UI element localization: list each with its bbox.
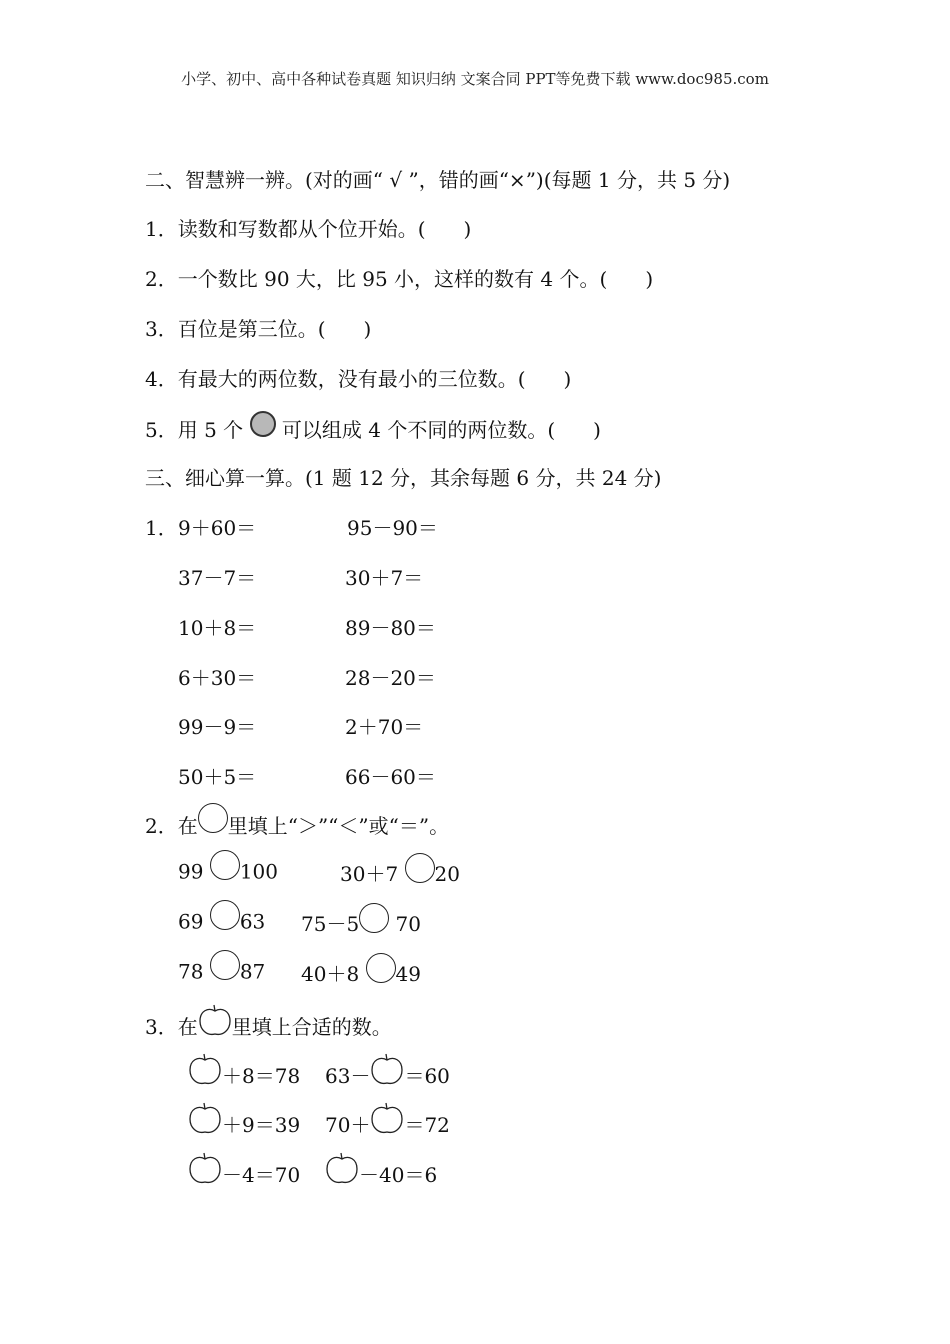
s2-item-4	[145, 363, 571, 392]
calc-item[interactable]: 50＋5＝	[178, 765, 257, 789]
fill-after: ＋8＝78	[222, 1064, 301, 1088]
s2-item-2	[145, 263, 653, 292]
apple-blank[interactable]	[188, 1154, 222, 1184]
section2-title: 二、智慧辨一辨。(对的画“ √ ”，错的画“×”)(每题 1 分，共 5 分)	[145, 168, 731, 192]
item-number: 3．	[145, 317, 178, 341]
calc-item[interactable]: 89－80＝	[345, 616, 436, 640]
compare-circle-blank[interactable]	[359, 903, 389, 933]
q3-number: 3．	[145, 1015, 178, 1039]
q1-number: 1．	[145, 516, 178, 540]
item-number: 4．	[145, 367, 178, 391]
compare-circle-blank[interactable]	[405, 853, 435, 883]
calc-item[interactable]: 95－90＝	[347, 516, 438, 540]
fill-after: ＝72	[404, 1113, 450, 1137]
calc-item[interactable]: 30＋7＝	[345, 566, 424, 590]
fill-after: －4＝70	[222, 1163, 301, 1187]
page-header: 小学、初中、高中各种试卷真题 知识归纳 文案合同 PPT等免费下载 www.doc985.com	[181, 70, 769, 88]
compare-circle-blank[interactable]	[366, 953, 396, 983]
q3-instruction	[145, 1011, 392, 1044]
fill-before: 70＋	[325, 1113, 371, 1137]
item-text: 有最大的两位数，没有最小的三位数。(	[177, 367, 526, 391]
fill-item	[188, 1159, 300, 1192]
fill-item	[325, 1060, 450, 1093]
apple-blank[interactable]	[370, 1055, 404, 1085]
paren-close: )	[645, 267, 654, 291]
paren-close: )	[563, 367, 572, 391]
compare-left: 30＋7	[340, 862, 399, 886]
fill-item	[188, 1109, 300, 1142]
q2-post: 里填上“＞”“＜”或“＝”。	[227, 814, 450, 838]
apple-blank[interactable]	[188, 1055, 222, 1085]
compare-left: 78	[178, 959, 204, 984]
apple-blank[interactable]	[188, 1104, 222, 1134]
item-text: 一个数比 90 大，比 95 小，这样的数有 4 个。(	[177, 267, 608, 291]
fill-item	[188, 1060, 300, 1093]
fill-before: 63－	[325, 1064, 371, 1088]
q3-post: 里填上合适的数。	[231, 1015, 392, 1039]
compare-left: 40＋8	[301, 962, 360, 986]
compare-circle-blank[interactable]	[210, 850, 240, 880]
compare-circle-blank[interactable]	[210, 900, 240, 930]
calc-item[interactable]: 37－7＝	[178, 566, 257, 590]
s2-item-1	[145, 213, 471, 242]
item-number: 1．	[145, 217, 178, 241]
compare-right: 20	[434, 862, 460, 886]
calc-item[interactable]: 10＋8＝	[178, 616, 257, 640]
paren-close: )	[363, 317, 372, 341]
fill-after: －40＝6	[359, 1163, 438, 1187]
apple-blank[interactable]	[370, 1104, 404, 1134]
calc-item[interactable]: 66－60＝	[345, 765, 436, 789]
item-number: 2．	[145, 267, 178, 291]
q2-instruction	[145, 810, 449, 843]
compare-right: 63	[239, 909, 266, 934]
fill-item	[325, 1159, 437, 1192]
calc-item[interactable]: 9＋60＝	[178, 516, 257, 540]
fill-item	[325, 1109, 450, 1142]
item-text-post: 可以组成 4 个不同的两位数。(	[281, 418, 556, 442]
q2-pre: 在	[177, 814, 198, 838]
compare-right: 70	[395, 912, 421, 936]
calc-item[interactable]: 2＋70＝	[345, 715, 424, 739]
apple-icon	[198, 1006, 232, 1036]
calc-item[interactable]: 6＋30＝	[178, 666, 257, 690]
compare-left: 69	[178, 909, 204, 934]
compare-item	[178, 908, 265, 938]
compare-item	[301, 958, 421, 991]
apple-blank[interactable]	[325, 1154, 359, 1184]
compare-right: 100	[239, 859, 278, 884]
q2-number: 2．	[145, 814, 178, 838]
s2-item-5	[145, 414, 601, 445]
item-text-pre: 用 5 个	[177, 418, 244, 442]
compare-circle-blank[interactable]	[210, 950, 240, 980]
compare-item	[340, 858, 460, 891]
fill-after: ＝60	[404, 1064, 450, 1088]
compare-left: 99	[178, 859, 204, 884]
paren-close: )	[463, 217, 472, 241]
q3-pre: 在	[177, 1015, 198, 1039]
calc-item[interactable]: 28－20＝	[345, 666, 436, 690]
compare-item	[301, 908, 421, 941]
item-number: 5．	[145, 418, 178, 442]
compare-right: 49	[395, 962, 421, 986]
fill-after: ＋9＝39	[222, 1113, 301, 1137]
s2-item-3	[145, 313, 371, 342]
gray-ball-icon	[250, 411, 276, 437]
compare-left: 75－5	[301, 912, 360, 936]
compare-item	[178, 858, 278, 888]
paren-close: )	[593, 418, 601, 442]
calc-item[interactable]: 99－9＝	[178, 715, 257, 739]
item-text: 百位是第三位。(	[177, 317, 326, 341]
compare-right: 87	[239, 959, 266, 984]
section3-title: 三、细心算一算。(1 题 12 分，其余每题 6 分，共 24 分)	[145, 466, 662, 490]
compare-item	[178, 958, 265, 988]
item-text: 读数和写数都从个位开始。(	[177, 217, 426, 241]
circle-icon	[198, 803, 228, 833]
